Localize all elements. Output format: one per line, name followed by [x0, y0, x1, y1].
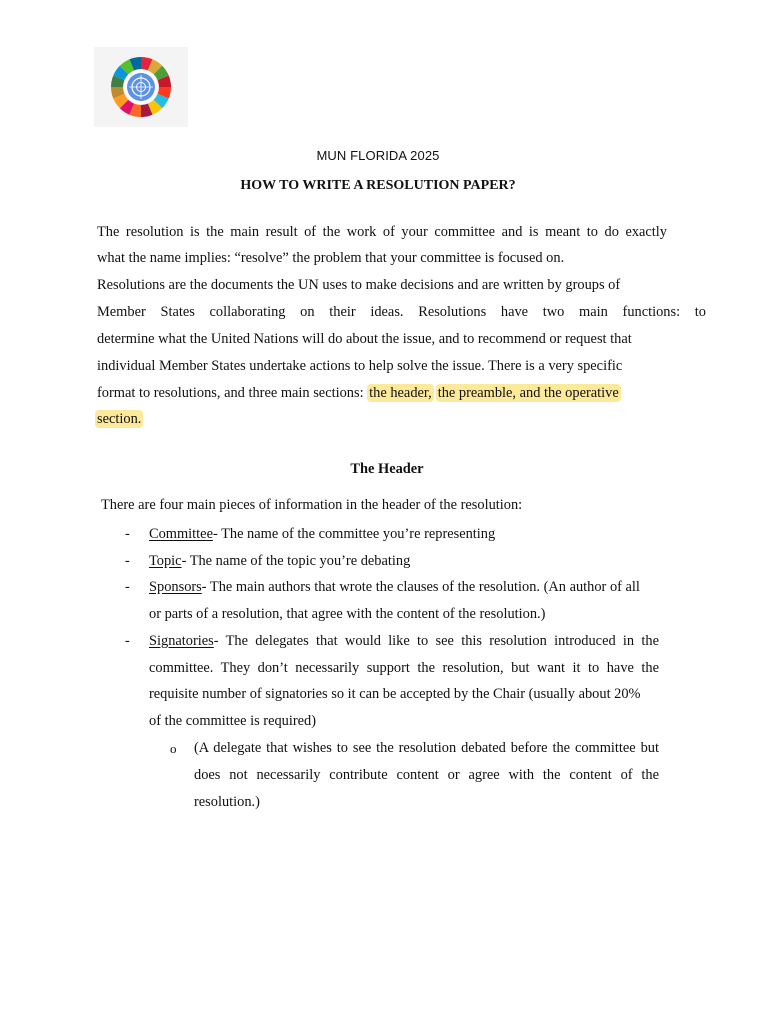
section-heading-the-header: The Header	[350, 461, 424, 477]
highlight-the-header: the header,	[369, 385, 432, 401]
intro-line-6: individual Member States undertake actions to help solve the issue. There is a very specific	[97, 358, 623, 374]
list-item-signatories	[149, 631, 659, 651]
list-item-signatories-cont-1: committee. They don’t necessarily support the resolution, but want it to have the	[149, 660, 659, 676]
header-section-intro: There are four main pieces of information in the header of the resolution:	[101, 497, 523, 513]
list-item-sponsors	[149, 577, 659, 597]
sdg-logo	[94, 47, 188, 127]
intro-line-1: The resolution is the main result of the work of your committee and is meant to do exactly	[97, 224, 667, 240]
list-item-signatories-cont-2: requisite number of signatories so it can be accepted by the Chair (usually about 20%	[149, 686, 641, 702]
list-item-sponsors-cont: or parts of a resolution, that agree with the content of the resolution.)	[149, 606, 546, 622]
highlight-section: section.	[97, 411, 142, 427]
intro-line-8	[95, 409, 665, 429]
intro-line-3: Resolutions are the documents the UN uses to make decisions and are written by groups of	[97, 277, 621, 293]
intro-line-7	[97, 383, 677, 403]
document-title: HOW TO WRITE A RESOLUTION PAPER?	[240, 178, 516, 193]
intro-line-4: Member States collaborating on their ideas. Resolutions have two main functions: to	[97, 304, 706, 320]
sub-bullet-line-3: resolution.)	[194, 794, 260, 810]
highlight-preamble-operative: the preamble, and the operative	[437, 385, 619, 401]
list-item-text: - The delegates that would like to see this resolution introduced in the	[213, 633, 659, 649]
list-item-committee	[149, 524, 659, 544]
event-title: MUN FLORIDA 2025	[316, 148, 440, 163]
list-item-text: - The name of the committee you’re representing	[212, 526, 496, 542]
bullet-dash: -	[125, 553, 130, 569]
bullet-dash: -	[125, 526, 130, 542]
bullet-dash: -	[125, 633, 130, 649]
term-signatories: Signatories	[149, 633, 214, 649]
term-topic: Topic	[149, 553, 182, 569]
list-item-text: - The name of the topic you’re debating	[181, 553, 411, 569]
sub-bullet-mark: o	[170, 741, 177, 756]
sub-bullet-line-2: does not necessarily contribute content or agree with the content of the	[194, 767, 659, 783]
bullet-dash: -	[125, 579, 130, 595]
intro-line-2: what the name implies: “resolve” the problem that your committee is focused on.	[97, 250, 565, 266]
list-item-text: - The main authors that wrote the clauses of the resolution. (An author of all	[201, 579, 640, 595]
intro-line-5: determine what the United Nations will do about the issue, and to recommend or request that	[97, 331, 632, 347]
term-committee: Committee	[149, 526, 213, 542]
sub-bullet-line-1: (A delegate that wishes to see the resolution debated before the committee but	[194, 740, 659, 756]
term-sponsors: Sponsors	[149, 579, 202, 595]
list-item-topic	[149, 551, 659, 571]
sdg-wheel-un-emblem-icon	[109, 55, 173, 119]
list-item-signatories-cont-3: of the committee is required)	[149, 713, 317, 729]
intro-line-7-prefix: format to resolutions, and three main sections:	[97, 385, 368, 401]
